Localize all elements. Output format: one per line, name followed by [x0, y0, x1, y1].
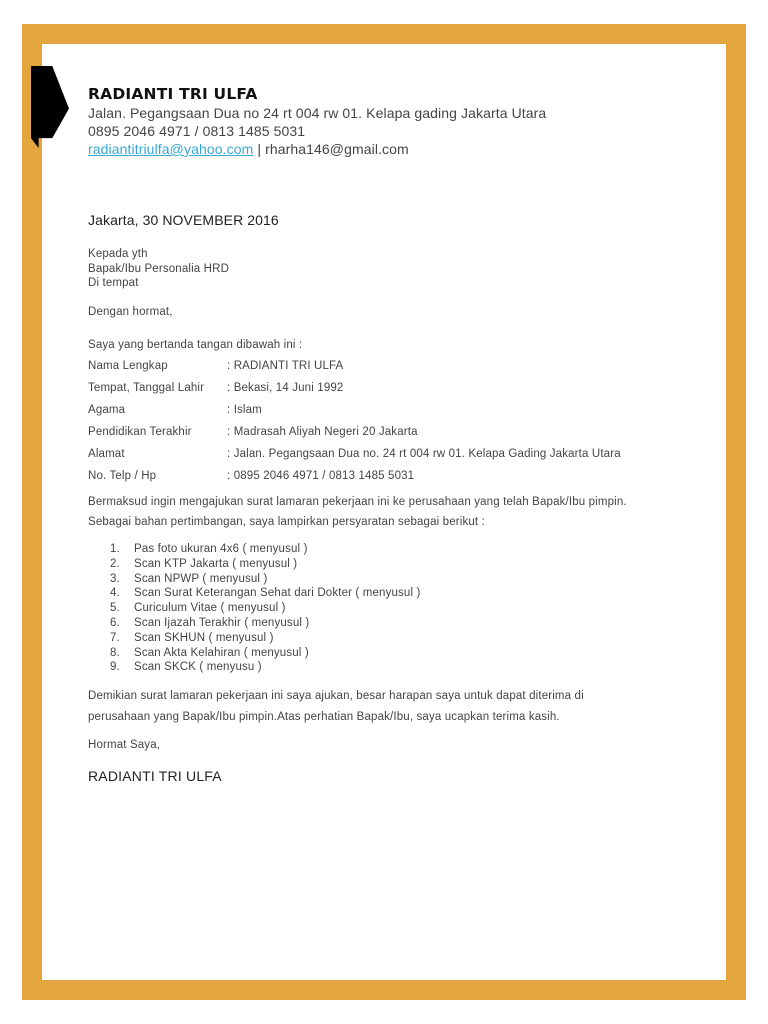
- signature-name: RADIANTI TRI ULFA: [88, 768, 222, 784]
- paragraph-line: Bermaksud ingin mengajukan surat lamaran pekerjaan ini ke perusahaan yang telah Bapak/Ibu pimpin.: [88, 496, 627, 508]
- list-item-number: 6.: [110, 616, 120, 629]
- paragraph-line: perusahaan yang Bapak/Ibu pimpin.Atas perhatian Bapak/Ibu, saya ucapkan terima kasih.: [88, 711, 560, 723]
- identity-label: No. Telp / Hp: [88, 470, 157, 482]
- list-item-number: 3.: [110, 572, 120, 585]
- list-item-text: Scan NPWP ( menyusul ): [134, 572, 268, 585]
- identity-value: : Bekasi, 14 Juni 1992: [227, 382, 344, 394]
- list-item-number: 5.: [110, 602, 120, 615]
- list-item-text: Scan SKHUN ( menyusul ): [134, 631, 274, 644]
- identity-value: : RADIANTI TRI ULFA: [227, 360, 344, 372]
- identity-value: : Jalan. Pegangsaan Dua no. 24 rt 004 rw 01. Kelapa Gading Jakarta Utara: [227, 448, 621, 460]
- list-item: [110, 601, 421, 616]
- list-item: [110, 572, 421, 587]
- letter-header: [88, 84, 728, 158]
- list-item-text: Curiculum Vitae ( menyusul ): [134, 602, 286, 615]
- list-item-text: Pas foto ukuran 4x6 ( menyusul ): [134, 543, 308, 555]
- email-secondary: rharha146@gmail.com: [265, 141, 409, 157]
- identity-value: : 0895 2046 4971 / 0813 1485 5031: [227, 470, 415, 482]
- list-item-number: 1.: [110, 543, 120, 555]
- sender-name: RADIANTI TRI ULFA: [88, 85, 258, 103]
- paragraph-line: Demikian surat lamaran pekerjaan ini saya ajukan, besar harapan saya untuk dapat diterima di: [88, 690, 584, 702]
- letter-content: [88, 84, 728, 784]
- identity-row: [88, 404, 621, 426]
- sender-address: Jalan. Pegangsaan Dua no 24 rt 004 rw 01. Kelapa gading Jakarta Utara: [88, 105, 547, 121]
- identity-label: Nama Lengkap: [88, 360, 168, 372]
- identity-label: Pendidikan Terakhir: [88, 426, 192, 438]
- identity-row: [88, 360, 621, 382]
- identity-row: [88, 470, 621, 492]
- identity-label: Agama: [88, 404, 126, 416]
- identity-value: : Madrasah Aliyah Negeri 20 Jakarta: [227, 426, 418, 438]
- body-paragraph-1: [88, 492, 708, 532]
- list-item: [110, 660, 421, 675]
- list-item-number: 4.: [110, 587, 120, 600]
- list-item-text: Scan SKCK ( menyusu ): [134, 661, 262, 674]
- identity-row: [88, 448, 621, 470]
- identity-label: Tempat, Tanggal Lahir: [88, 382, 205, 394]
- recipient-line: Di tempat: [88, 277, 139, 289]
- intro-text: Saya yang bertanda tangan dibawah ini :: [88, 339, 303, 351]
- letter-date: Jakarta, 30 NOVEMBER 2016: [88, 212, 279, 228]
- email-separator: |: [253, 141, 266, 157]
- list-item-number: 2.: [110, 557, 120, 570]
- list-item: [110, 557, 421, 572]
- list-item: [110, 542, 421, 557]
- list-item-number: 7.: [110, 631, 120, 644]
- sender-phones: 0895 2046 4971 / 0813 1485 5031: [88, 123, 306, 139]
- list-item-number: 8.: [110, 646, 120, 659]
- recipient-line: Bapak/Ibu Personalia HRD: [88, 262, 230, 275]
- recipient-line: Kepada yth: [88, 248, 148, 260]
- email-primary-link[interactable]: radiantitriulfa@yahoo.com: [88, 141, 254, 157]
- list-item-text: Scan Akta Kelahiran ( menyusul ): [134, 646, 309, 659]
- identity-label: Alamat: [88, 448, 125, 460]
- identity-row: [88, 382, 621, 404]
- list-item-text: Scan KTP Jakarta ( menyusul ): [134, 557, 298, 570]
- list-item: [110, 646, 421, 661]
- list-item-number: 9.: [110, 661, 120, 674]
- identity-table: [88, 360, 621, 492]
- requirements-list: [110, 542, 421, 675]
- sender-emails: [88, 140, 728, 158]
- paragraph-line: Sebagai bahan pertimbangan, saya lampirkan persyaratan sebagai berikut :: [88, 516, 485, 528]
- body-paragraph-2: [88, 686, 708, 728]
- identity-value: : Islam: [227, 404, 262, 416]
- list-item-text: Scan Surat Keterangan Sehat dari Dokter ( menyusul ): [134, 587, 421, 600]
- greeting: Dengan hormat,: [88, 306, 173, 318]
- closing-salutation: Hormat Saya,: [88, 739, 161, 751]
- identity-row: [88, 426, 621, 448]
- list-item: [110, 586, 421, 601]
- list-item: [110, 631, 421, 646]
- recipient-block: [88, 247, 229, 291]
- list-item: [110, 616, 421, 631]
- list-item-text: Scan Ijazah Terakhir ( menyusul ): [134, 616, 310, 629]
